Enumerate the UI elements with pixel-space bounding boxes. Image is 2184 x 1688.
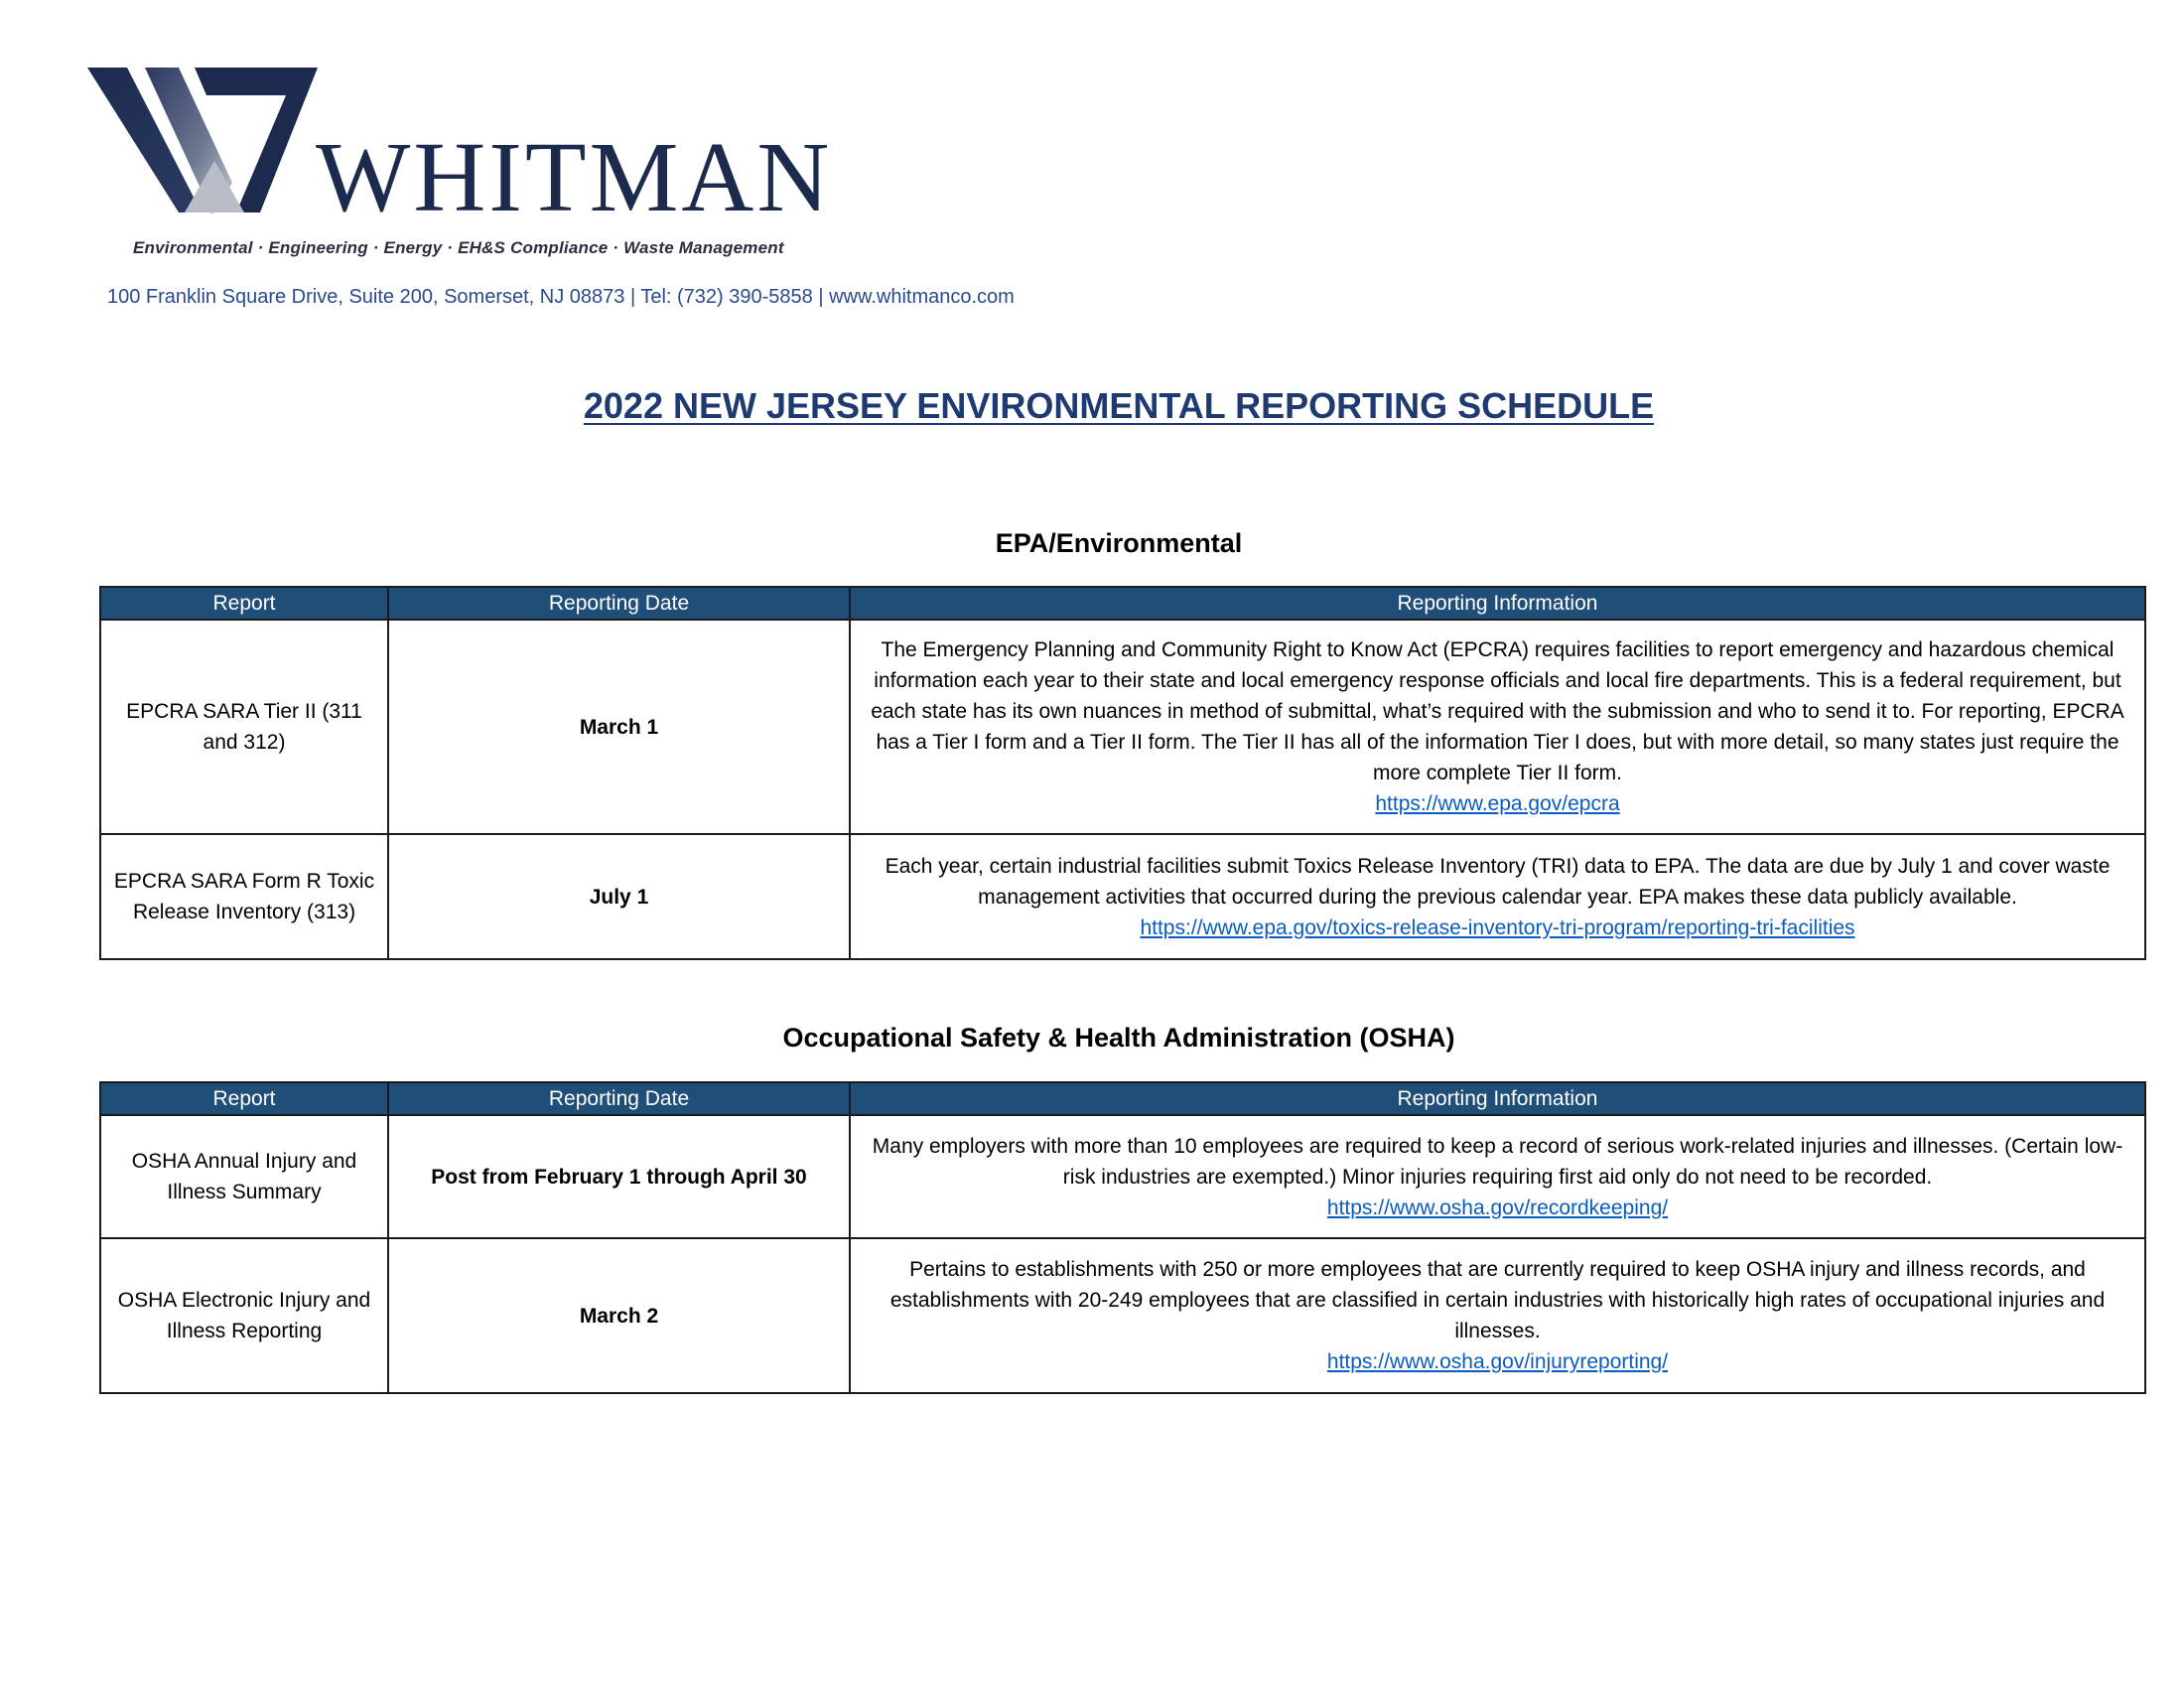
reporting-date-cell: March 2 [388,1238,850,1393]
reporting-info-text: Each year, certain industrial facilities submit Toxics Release Inventory (TRI) data to EPA. The data are due by July 1 and cover waste management activities that occurred during the previous calendar year. EPA makes these data publicly available. [885,854,2111,909]
column-header-report: Report [100,1082,388,1115]
column-header-reporting-information: Reporting Information [850,587,2145,620]
table-row [100,1115,2145,1238]
document-title: 2022 NEW JERSEY ENVIRONMENTAL REPORTING SCHEDULE [583,385,1655,426]
tri-reporting-link[interactable]: https://www.epa.gov/toxics-release-inventory-tri-program/reporting-tri-facilities [1140,915,1855,939]
table-row [100,834,2145,959]
company-name: WHITMAN [316,121,833,232]
report-name-cell: EPCRA SARA Form R Toxic Release Inventory (313) [100,834,388,959]
section-heading-osha: Occupational Safety & Health Administration (OSHA) [782,1023,1455,1053]
reporting-info-cell [850,620,2145,834]
column-header-reporting-date: Reporting Date [388,1082,850,1115]
company-address: 100 Franklin Square Drive, Suite 200, Somerset, NJ 08873 | Tel: (732) 390-5858 | www.whitmanco.com [107,286,1015,308]
reporting-info-text: Pertains to establishments with 250 or more employees that are currently required to keep OSHA injury and illness records, and establishments with 20-249 employees that are classified in certain industries with historically high rates of occupational injuries and illnesses. [889,1258,2106,1342]
report-name-cell: OSHA Annual Injury and Illness Summary [100,1115,388,1238]
reporting-date-cell: Post from February 1 through April 30 [388,1115,850,1238]
section-heading-epa: EPA/Environmental [995,528,1243,558]
company-tagline: Environmental · Engineering · Energy · EH&S Compliance · Waste Management [133,238,784,257]
reporting-info-cell [850,834,2145,959]
epa-reporting-table [99,586,2146,960]
reporting-info-cell [850,1238,2145,1393]
injury-reporting-link[interactable]: https://www.osha.gov/injuryreporting/ [1326,1350,1669,1373]
recordkeeping-link[interactable]: https://www.osha.gov/recordkeeping/ [1326,1196,1669,1219]
report-name-cell: EPCRA SARA Tier II (311 and 312) [100,620,388,834]
report-name-cell: OSHA Electronic Injury and Illness Reporting [100,1238,388,1393]
reporting-info-text: Many employers with more than 10 employees are required to keep a record of serious work-related injuries and illnesses. (Certain low-risk industries are exempted.) Minor injuries requiring first aid only do not need to be recorded. [872,1134,2123,1189]
table-row [100,1238,2145,1393]
table-header-row [100,587,2145,620]
reporting-info-cell [850,1115,2145,1238]
whitman-logo-mark-icon [87,66,326,224]
column-header-reporting-date: Reporting Date [388,587,850,620]
osha-reporting-table [99,1081,2146,1394]
reporting-date-cell: July 1 [388,834,850,959]
reporting-info-text: The Emergency Planning and Community Right to Know Act (EPCRA) requires facilities to report emergency and hazardous chemical information each year to their state and local emergency response officials and local fire departments. This is a federal requirement, but each state has its own nuances in method of submittal, what’s required with the submission and who to send it to. For reporting, EPCRA has a Tier I form and a Tier II form. The Tier II has all of the information Tier I does, but with more detail, so many states just require the more complete Tier II form. [871,638,2124,784]
table-header-row [100,1082,2145,1115]
column-header-report: Report [100,587,388,620]
table-row [100,620,2145,834]
column-header-reporting-information: Reporting Information [850,1082,2145,1115]
reporting-date-cell: March 1 [388,620,850,834]
company-logo [87,66,842,232]
epcra-link[interactable]: https://www.epa.gov/epcra [1375,792,1620,815]
